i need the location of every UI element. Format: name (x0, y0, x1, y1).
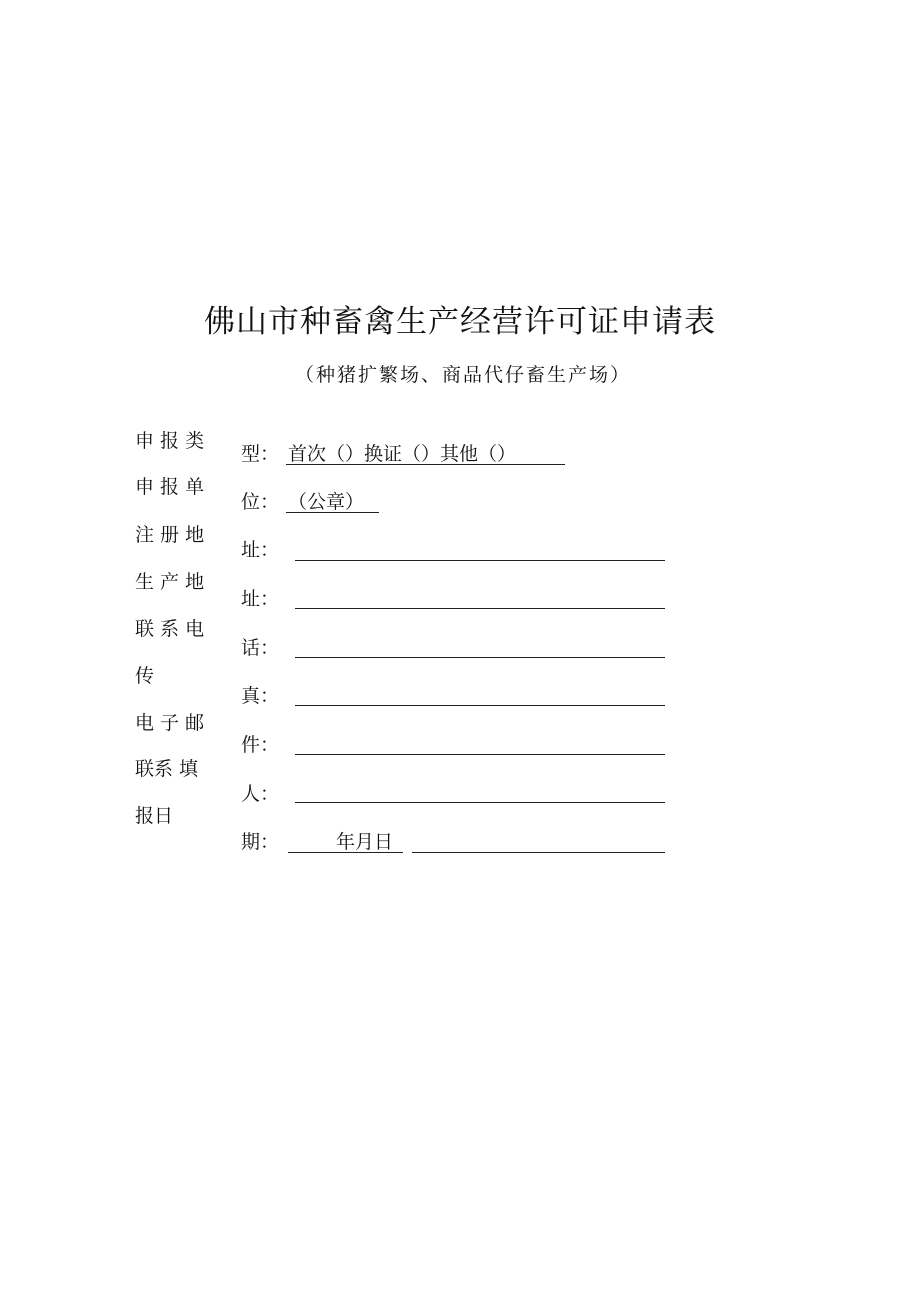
field-label-suffix: 位： (241, 491, 280, 513)
form-subtitle: （种猪扩繁场、商品代仔畜生产场） (295, 364, 632, 386)
contact-person-field[interactable] (295, 802, 665, 803)
fax-field[interactable] (295, 705, 665, 706)
application-type-underline (286, 464, 565, 465)
field-label-suffix: 型： (241, 443, 280, 465)
field-label-suffix: 人： (241, 783, 280, 805)
field-label-suffix: 真： (241, 685, 280, 707)
field-label-left: 申 报 类 (135, 430, 205, 452)
field-label-left: 报日 (135, 805, 174, 827)
field-label-left: 联 系 电 (135, 618, 205, 640)
phone-field[interactable] (295, 657, 665, 658)
production-address-field[interactable] (295, 608, 665, 609)
field-label-suffix: 址： (241, 539, 280, 561)
field-label-suffix: 期： (241, 831, 280, 853)
official-seal-field[interactable]: （公章） (288, 491, 365, 513)
field-label-suffix: 话： (241, 637, 280, 659)
field-label-left: 电 子 邮 (135, 712, 205, 734)
field-label-left: 申 报 单 (135, 476, 205, 498)
field-label-left: 生 产 地 (135, 571, 205, 593)
field-label-left: 注 册 地 (135, 524, 205, 546)
form-title: 佛山市种畜禽生产经营许可证申请表 (204, 304, 716, 340)
field-label-suffix: 址： (241, 588, 280, 610)
date-trailing-underline (412, 852, 665, 853)
seal-underline (286, 512, 379, 513)
registered-address-field[interactable] (295, 560, 665, 561)
field-label-left: 传 (135, 665, 155, 687)
date-field[interactable]: 年月日 (336, 831, 394, 853)
field-label-suffix: 件： (241, 734, 280, 756)
field-label-left: 联系 填 (135, 758, 199, 780)
application-type-options[interactable]: 首次（）换证（）其他（） (288, 443, 517, 465)
email-field[interactable] (295, 754, 665, 755)
